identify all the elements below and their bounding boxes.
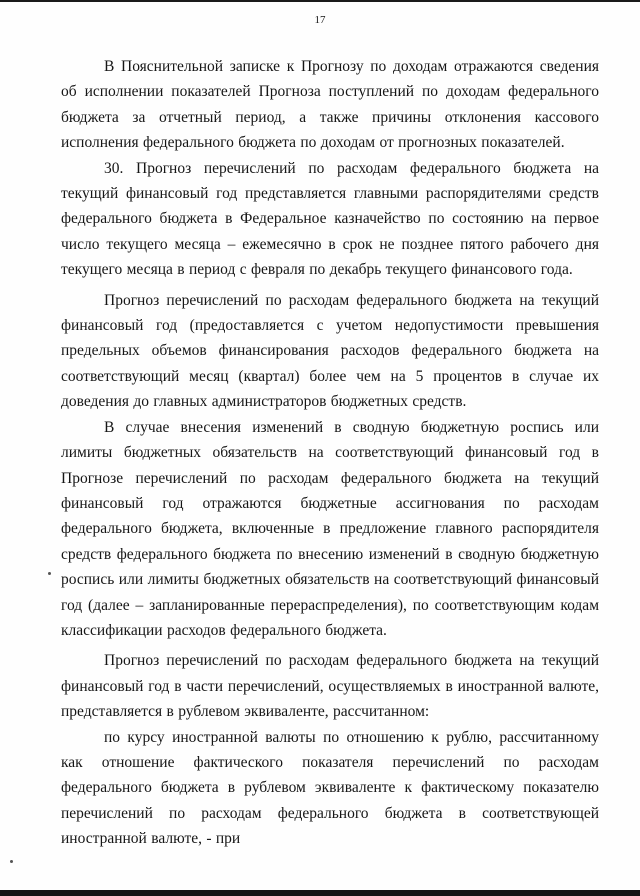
paragraph-item-30: 30. Прогноз перечислений по расходам федерального бюджета на текущий финансовый год представляется главными распорядителями средств федерального бюджета в Федеральное казначейство по состоянию на первое число текущего месяца – ежемесячно в срок не позднее пятого рабочего дня текущего месяца в период с февраля по декабрь текущего финансового года. <box>61 159 599 279</box>
document-body <box>61 54 599 852</box>
scan-speck <box>48 572 51 575</box>
scan-speck <box>10 860 13 863</box>
scan-bottom-edge <box>0 890 640 896</box>
paragraph-exchange-rate: по курсу иностранной валюты по отношению к рублю, рассчитанному как отношение фактического показателя перечислений по расходам федерального бюджета в рублевом эквиваленте к фактическому показателю перечислений по расходам федерального бюджета в соответствующей иностранной валюте, - при <box>61 728 599 848</box>
page-number: 17 <box>314 14 326 26</box>
paragraph-forecast-limits: Прогноз перечислений по расходам федерального бюджета на текущий финансовый год (предоставляется с учетом недопустимости превышения предельных объемов финансирования расходов федерального бюджета на соответствующий месяц (квартал) более чем на 5 процентов в случае их доведения до главных администраторов бюджетных средств. <box>61 291 599 411</box>
paragraph-foreign-currency: Прогноз перечислений по расходам федерального бюджета на текущий финансовый год в части перечислений, осуществляемых в иностранной валюте, представляется в рублевом эквиваленте, рассчитанном: <box>61 652 599 721</box>
paragraph-explanatory-note: В Пояснительной записке к Прогнозу по доходам отражаются сведения об исполнении показателей Прогноза поступлений по доходам федерального бюджета за отчетный период, а также причины отклонения кассового исполнения федерального бюджета по доходам от прогнозных показателей. <box>61 58 599 152</box>
scan-top-edge <box>0 0 640 2</box>
paragraph-changes-to-budget: В случае внесения изменений в сводную бюджетную роспись или лимиты бюджетных обязательств на соответствующий финансовый год в Прогнозе перечислений по расходам федерального бюджета на текущий финансовый год отражаются бюджетные ассигнования по расходам федерального бюджета, включенные в предложение главного распорядителя средств федерального бюджета по внесению изменений в сводную бюджетную роспись или лимиты бюджетных обязательств на соответствующий финансовый год (далее – запланированные перераспределения), по соответствующим кодам классификации расходов федерального бюджета. <box>61 418 599 639</box>
